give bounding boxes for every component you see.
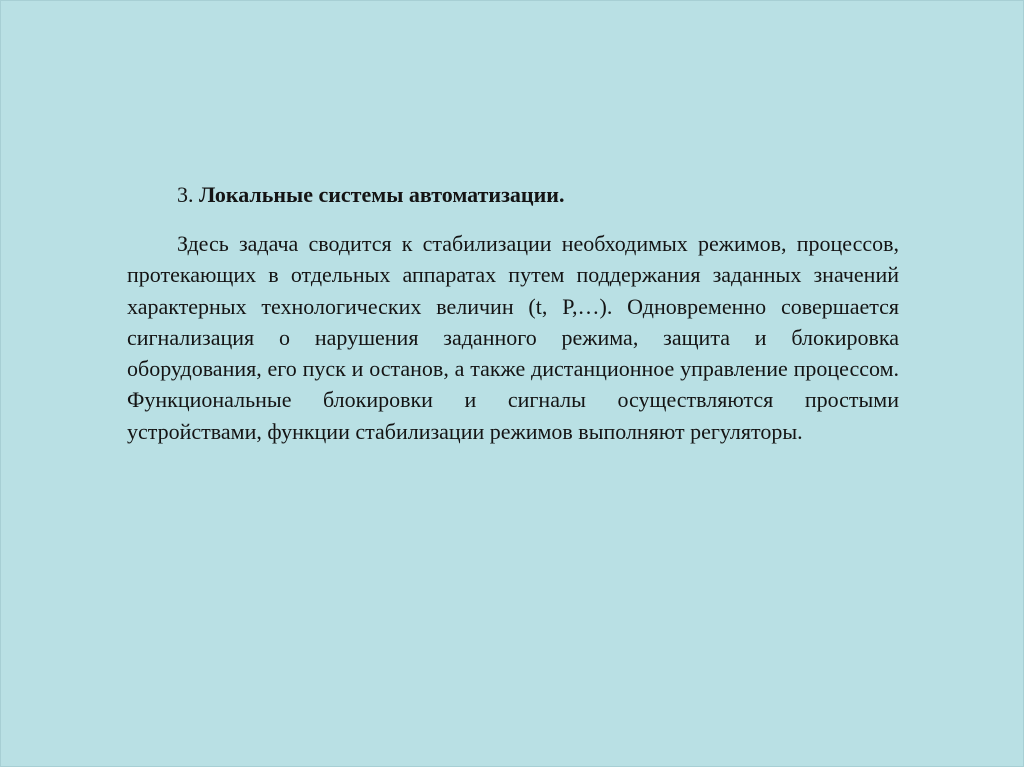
section-number: 3. xyxy=(177,182,194,207)
section-title: Локальные системы автоматизации. xyxy=(199,182,565,207)
body-paragraph: Здесь задача сводится к стабилизации необходимых режимов, процессов, протекающих в отдельных аппаратах путем поддержания заданных значений характерных технологических величин (t, P,…). Одновременно совершается сигнализация о нарушения заданного режима, защита и блокировка оборудования, его пуск и останов, а также дистанционное управление процессом. Функциональные блокировки и сигналы осуществляются простыми устройствами, функции стабилизации режимов выполняют регуляторы. xyxy=(127,231,899,444)
slide-content xyxy=(127,179,899,447)
section-heading xyxy=(177,179,899,211)
